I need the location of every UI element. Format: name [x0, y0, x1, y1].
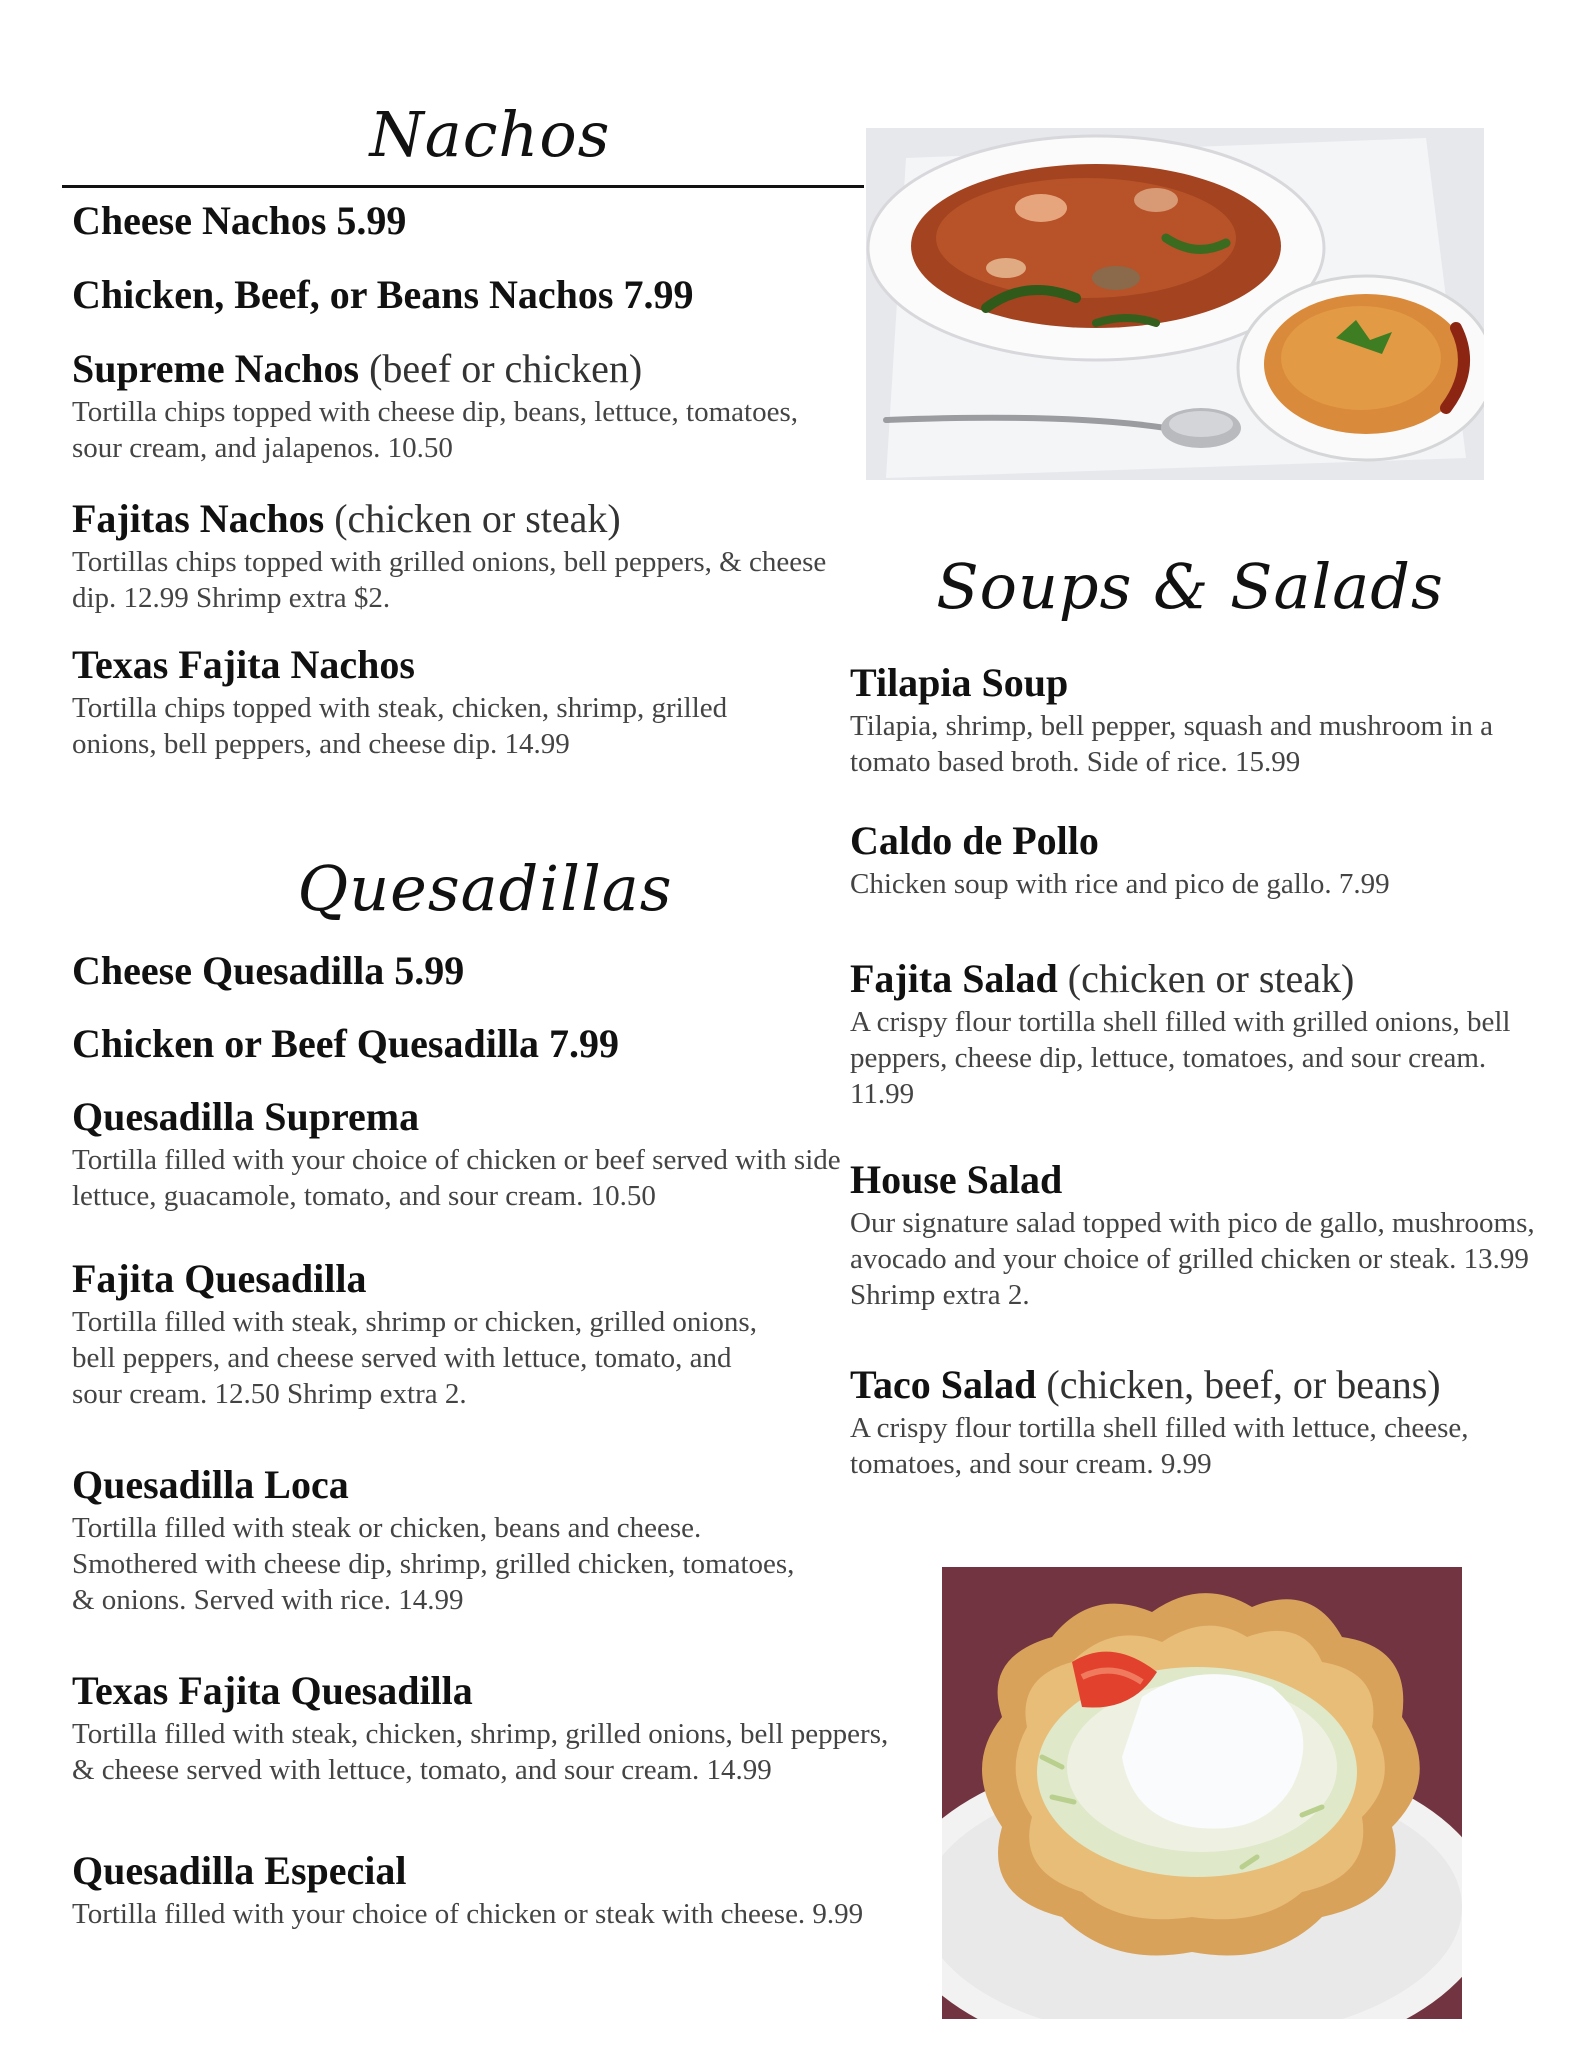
- item-note: (chicken, beef, or beans): [1036, 1362, 1441, 1407]
- menu-item-fajitas-nachos: [72, 496, 852, 616]
- item-description: A crispy flour tortilla shell filled with lettuce, cheese, tomatoes, and sour cream. 9.99: [850, 1412, 1469, 1480]
- item-name: Texas Fajita Quesadilla: [72, 1668, 473, 1713]
- item-description: Our signature salad topped with pico de gallo, mushrooms, avocado and your choice of grilled chicken or steak. 13.99 Shrimp extra 2.: [850, 1207, 1535, 1311]
- item-note: (chicken or steak): [1057, 956, 1355, 1001]
- item-description: Tortilla chips topped with cheese dip, beans, lettuce, tomatoes, sour cream, and jalapenos. 10.50: [72, 396, 798, 464]
- item-name: Quesadilla Especial: [72, 1848, 407, 1893]
- item-description: Chicken soup with rice and pico de gallo. 7.99: [850, 868, 1390, 900]
- menu-item-house-salad: [850, 1157, 1550, 1313]
- menu-item-caldo-de-pollo: [850, 818, 1550, 902]
- menu-item-chicken-beef-quesadilla: [72, 1021, 852, 1067]
- menu-item-supreme-nachos: [72, 346, 852, 466]
- quesadillas-title: Quesadillas: [297, 852, 673, 925]
- item-name: Chicken or Beef Quesadilla 7.99: [72, 1021, 620, 1066]
- menu-item-taco-salad: [850, 1362, 1550, 1482]
- item-description: Tortilla filled with steak, shrimp or chicken, grilled onions, bell peppers, and cheese served with lettuce, tomato, and sour cream. 12.50 Shrimp extra 2.: [72, 1306, 757, 1410]
- item-name: Taco Salad (chicken, beef, or beans): [850, 1362, 1441, 1407]
- item-name: Fajita Quesadilla: [72, 1256, 367, 1301]
- menu-item-cheese-nachos: [72, 198, 852, 244]
- item-name: Caldo de Pollo: [850, 818, 1099, 863]
- item-note: (chicken or steak): [324, 496, 621, 541]
- item-name: House Salad: [850, 1157, 1063, 1202]
- item-name: Quesadilla Suprema: [72, 1094, 420, 1139]
- menu-item-chicken-beef-beans-nachos: [72, 272, 852, 318]
- item-name: Fajita Salad (chicken or steak): [850, 956, 1355, 1001]
- item-name: Fajitas Nachos (chicken or steak): [72, 496, 621, 541]
- item-name: Cheese Nachos 5.99: [72, 198, 407, 243]
- item-name: Supreme Nachos (beef or chicken): [72, 346, 643, 391]
- soups-salads-title: Soups & Salads: [936, 550, 1444, 623]
- item-description: Tortilla filled with your choice of chicken or steak with cheese. 9.99: [72, 1898, 864, 1930]
- menu-item-fajita-quesadilla: [72, 1256, 772, 1412]
- menu-item-fajita-salad: [850, 956, 1550, 1112]
- item-description: Tortilla filled with steak or chicken, beans and cheese. Smothered with cheese dip, shrimp, grilled chicken, tomatoes, & onions. Served with rice. 14.99: [72, 1512, 795, 1616]
- menu-item-quesadilla-suprema: [72, 1094, 862, 1214]
- menu-item-texas-fajita-quesadilla: [72, 1668, 902, 1788]
- item-description: Tortilla filled with your choice of chicken or beef served with side lettuce, guacamole, tomato, and sour cream. 10.50: [72, 1144, 841, 1212]
- item-note: (beef or chicken): [359, 346, 643, 391]
- item-name: Chicken, Beef, or Beans Nachos 7.99: [72, 272, 694, 317]
- menu-item-quesadilla-loca: [72, 1462, 812, 1618]
- item-description: Tilapia, shrimp, bell pepper, squash and mushroom in a tomato based broth. Side of rice. 15.99: [850, 710, 1493, 778]
- item-name: Tilapia Soup: [850, 660, 1069, 705]
- item-description: Tortilla chips topped with steak, chicken, shrimp, grilled onions, bell peppers, and cheese dip. 14.99: [72, 692, 728, 760]
- menu-item-cheese-quesadilla: [72, 948, 852, 994]
- item-description: Tortilla filled with steak, chicken, shrimp, grilled onions, bell peppers, & cheese served with lettuce, tomato, and sour cream. 14.99: [72, 1718, 889, 1786]
- item-name: Cheese Quesadilla 5.99: [72, 948, 465, 993]
- menu-item-tilapia-soup: [850, 660, 1550, 780]
- taco-salad-photo: [942, 1567, 1462, 2019]
- menu-item-texas-fajita-nachos: [72, 642, 772, 762]
- item-description: A crispy flour tortilla shell filled with grilled onions, bell peppers, cheese dip, lettuce, tomatoes, and sour cream. 11.99: [850, 1006, 1511, 1110]
- nachos-title-rule: [62, 185, 864, 188]
- item-name: Quesadilla Loca: [72, 1462, 349, 1507]
- menu-item-quesadilla-especial: [72, 1848, 902, 1932]
- nachos-title: Nachos: [369, 98, 611, 171]
- tilapia-soup-photo: [866, 128, 1484, 480]
- item-description: Tortillas chips topped with grilled onions, bell peppers, & cheese dip. 12.99 Shrimp extra $2.: [72, 546, 827, 614]
- item-name: Texas Fajita Nachos: [72, 642, 415, 687]
